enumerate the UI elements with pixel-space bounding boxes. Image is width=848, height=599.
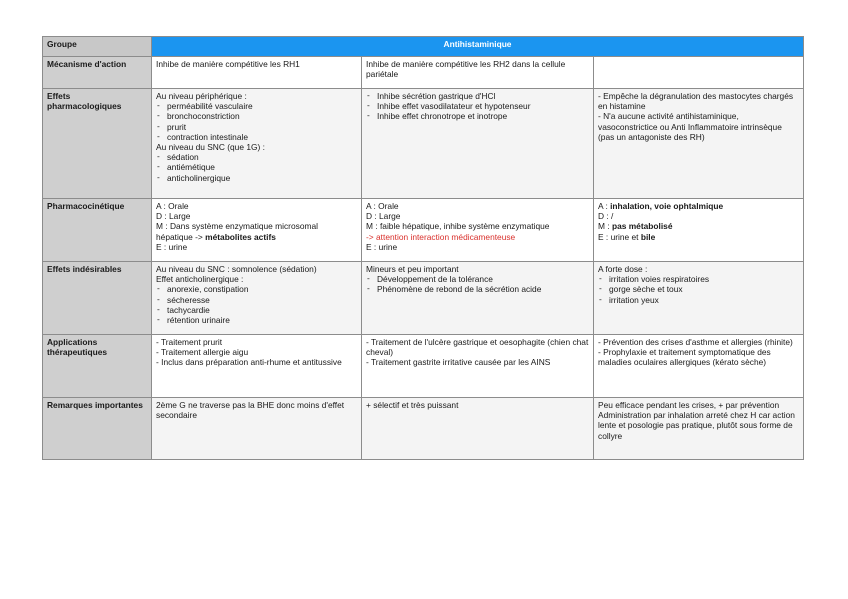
row-header-remarques: Remarques importantes — [43, 398, 152, 460]
absorption: A : Orale — [366, 201, 399, 211]
indesirables-rh2 — [362, 262, 594, 335]
interaction-warning: -> attention interaction médicamenteuse — [366, 231, 516, 242]
text-line: A forte dose : — [598, 264, 648, 274]
list-item: - contraction intestinale — [156, 132, 357, 142]
row-effets — [43, 89, 804, 199]
remarques-rh1: 2ème G ne traverse pas la BHE donc moins d'effet secondaire — [152, 398, 362, 460]
text-line: - Inclus dans préparation anti-rhume et antitussive — [156, 357, 342, 368]
row-applications — [43, 335, 804, 398]
effets-periph-title: Au niveau périphérique : — [156, 91, 247, 101]
text-line: - Traitement de l'ulcère gastrique et oesophagite (chien chat cheval) — [366, 337, 589, 358]
row-pharmaco — [43, 199, 804, 262]
list-item: - gorge sèche et toux — [598, 284, 799, 294]
row-header-effets: Effets pharmacologiques — [43, 89, 152, 199]
text-line: - Traitement gastrite irritative causée par les AINS — [366, 357, 551, 368]
row-header-pharmaco: Pharmacocinétique — [43, 199, 152, 262]
text-line: - Traitement prurit — [156, 337, 223, 347]
row-header-applications: Applications thérapeutiques — [43, 335, 152, 398]
metabolisme-bold: pas métabolisé — [611, 221, 673, 232]
remarques-col3 — [594, 398, 804, 460]
row-mecanisme — [43, 57, 804, 89]
text-line: - N'a aucune activité antihistaminique, vasoconstrictice ou Anti Inflammatoire intrinsèque (pas un antagoniste des RH) — [598, 111, 782, 142]
text-line: Peu efficace pendant les crises, + par prévention — [598, 400, 780, 410]
absorption — [598, 201, 799, 211]
list-item: - rétention urinaire — [156, 315, 357, 325]
pharmaco-rh2 — [362, 199, 594, 262]
list-item: - perméabilité vasculaire — [156, 101, 357, 111]
row-header-indesirables: Effets indésirables — [43, 262, 152, 335]
pharmaco-col3 — [594, 199, 804, 262]
distribution: D : / — [598, 211, 614, 222]
metabolisme — [598, 221, 799, 231]
text-line: Effet anticholinergique : — [156, 274, 244, 285]
list-item: - anorexie, constipation — [156, 284, 357, 294]
metabolisme-prefix: M : — [598, 221, 612, 232]
effets-rh1 — [152, 89, 362, 199]
distribution: D : Large — [156, 211, 191, 222]
list-item: - tachycardie — [156, 305, 357, 315]
mecanisme-col3 — [594, 57, 804, 89]
indesirables-rh1 — [152, 262, 362, 335]
header-row — [43, 37, 804, 57]
elimination — [598, 232, 799, 242]
absorption-prefix: A : — [598, 201, 611, 211]
metabolisme-bold: métabolites actifs — [205, 231, 276, 242]
text-line: - Prophylaxie et traitement symptomatique des maladies oculaires allergiques (kérato sèche) — [598, 347, 771, 368]
elimination-bold: bile — [640, 231, 656, 242]
remarques-rh2: + sélectif et très puissant — [362, 398, 594, 460]
list-item: - Phénomène de rebond de la sécrétion acide — [366, 284, 589, 294]
effets-col3 — [594, 89, 804, 199]
elimination: E : urine — [156, 241, 188, 252]
list-item: - irritation yeux — [598, 295, 799, 305]
text-line: - Prévention des crises d'asthme et allergies (rhinite) — [598, 337, 793, 347]
list-item: - anticholinergique — [156, 173, 357, 183]
indesirables-col3 — [594, 262, 804, 335]
row-indesirables — [43, 262, 804, 335]
effets-rh2 — [362, 89, 594, 199]
list-item: - Développement de la tolérance — [366, 274, 589, 284]
metabolisme — [156, 221, 357, 241]
pharmaco-rh1 — [152, 199, 362, 262]
applications-rh1 — [152, 335, 362, 398]
antihistaminique-table — [42, 36, 804, 460]
text-line: - Empêche la dégranulation des mastocytes chargés en histamine — [598, 91, 794, 112]
absorption: A : Orale — [156, 201, 189, 211]
list-item: - Inhibe sécrétion gastrique d'HCl — [366, 91, 589, 101]
group-header: Groupe — [43, 37, 152, 57]
metabolisme-text: M : Dans système enzymatique microsomal hépatique -> — [156, 221, 318, 242]
list-item: - bronchoconstriction — [156, 111, 357, 121]
text-line: Mineurs et peu important — [366, 264, 459, 274]
list-item: - Inhibe effet vasodilatateur et hypotenseur — [366, 101, 589, 111]
metabolisme: M : faible hépatique, inhibe système enzymatique — [366, 221, 550, 232]
text-line: Au niveau du SNC : somnolence (sédation) — [156, 264, 317, 274]
applications-rh2 — [362, 335, 594, 398]
list-item: - Inhibe effet chronotrope et inotrope — [366, 111, 589, 121]
row-header-mecanisme: Mécanisme d'action — [43, 57, 152, 89]
applications-col3 — [594, 335, 804, 398]
list-item: - prurit — [156, 122, 357, 132]
list-item: - sédation — [156, 152, 357, 162]
mecanisme-rh1: Inhibe de manière compétitive les RH1 — [152, 57, 362, 89]
effets-snc-title: Au niveau du SNC (que 1G) : — [156, 142, 265, 153]
elimination-prefix: E : urine et — [598, 231, 641, 242]
text-line: Administration par inhalation arreté chez H car action lente et posologie pas pratique, plutôt sous forme de collyre — [598, 410, 795, 441]
antihistaminique-header: Antihistaminique — [152, 37, 804, 57]
row-remarques — [43, 398, 804, 460]
distribution: D : Large — [366, 211, 401, 222]
list-item: - irritation voies respiratoires — [598, 274, 799, 284]
list-item: - sécheresse — [156, 295, 357, 305]
elimination: E : urine — [366, 241, 398, 252]
mecanisme-rh2: Inhibe de manière compétitive les RH2 dans la cellule pariétale — [362, 57, 594, 89]
list-item: - antiémétique — [156, 162, 357, 172]
text-line: - Traitement allergie aigu — [156, 347, 249, 358]
absorption-bold: inhalation, voie ophtalmique — [610, 201, 724, 211]
